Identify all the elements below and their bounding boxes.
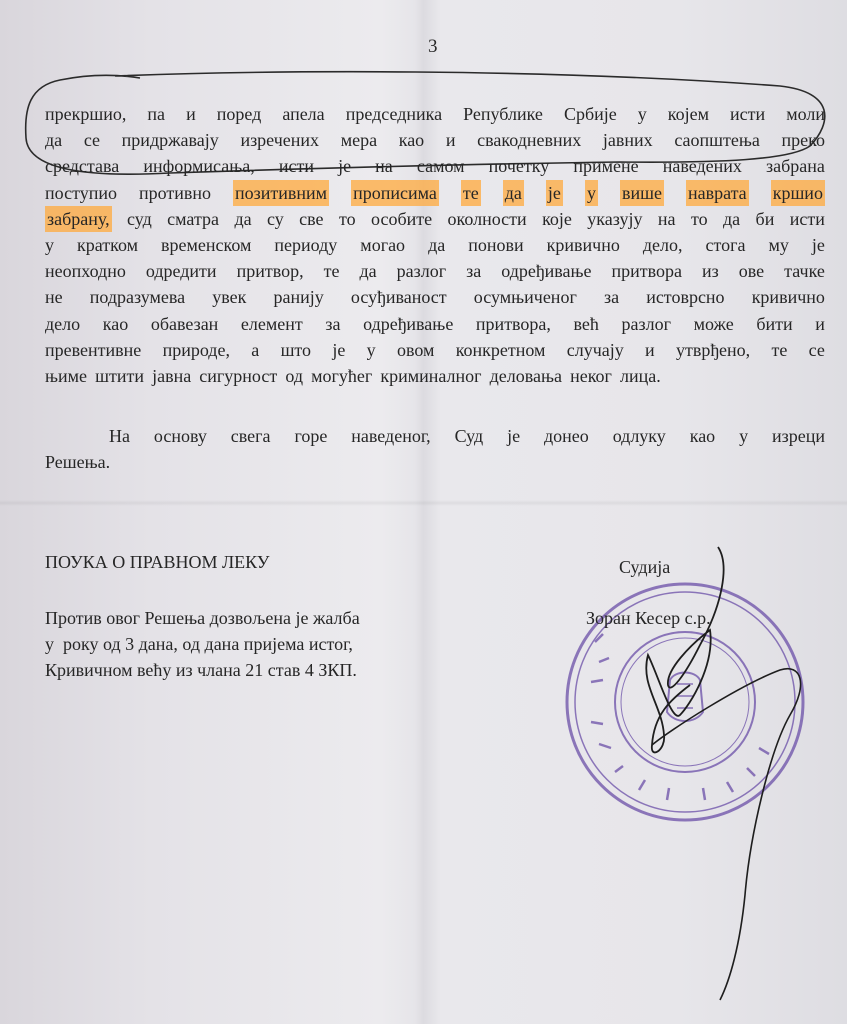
word: све [299,208,324,229]
word: ранију [273,287,324,308]
word: у [739,426,749,446]
word: могућег [311,365,373,386]
word: да [428,234,446,255]
word: као [102,313,129,334]
word: наврата [686,180,749,206]
conclusion-line-2: Решења. [45,452,111,472]
word: утврђено, [675,339,751,360]
word: одредити [145,261,217,282]
word: кратком [77,234,139,255]
word: сигурност [199,365,278,386]
word: притвор, [236,261,304,282]
word: се [808,339,825,360]
word: исти [789,208,825,229]
word: је [811,234,825,255]
word: позитивним [233,180,329,206]
word: указују [587,208,643,229]
word: стога [705,234,746,255]
word: на [375,156,393,177]
word: саопштења [674,130,760,151]
word: средстава [45,156,120,177]
word: поред [216,104,262,124]
word: наведеног, [351,426,431,446]
word: исти [730,104,766,124]
word: овом [396,339,435,360]
word: кривично [751,287,825,308]
word: информисања, [143,156,255,177]
reasoning-paragraph [45,101,825,389]
judge-title: Судија [619,557,671,577]
word: суд [126,208,152,229]
paragraph-line [45,363,825,389]
word: председника [345,104,443,124]
word: то [690,208,708,229]
word: што [280,339,312,360]
paragraph-line [45,337,825,363]
paragraph-line [45,284,825,310]
word: притвора, [475,313,551,334]
word: да [722,208,741,229]
word: свакодневних [477,130,582,151]
word: горе [294,426,328,446]
word: да [45,130,63,151]
word: забрана [766,156,825,177]
word: наведених [662,156,742,177]
legal-remedy-text [45,605,360,683]
word: притвора [611,261,682,282]
word: и [445,130,456,151]
word: Суд [454,426,484,446]
word: као [398,130,425,151]
word: су [267,208,284,229]
word: свега [230,426,271,446]
paragraph-line [45,101,825,127]
word: противно [138,182,212,203]
word: штити [95,365,144,386]
word: самом [416,156,465,177]
word: поступио [45,182,117,203]
word: и [645,339,655,360]
word: те [771,339,788,360]
word: бити [756,313,793,334]
legal-remedy-line-1: Против овог Решења дозвољена је жалба [45,608,360,628]
word: осуђиваност [350,287,447,308]
word: криминалног [380,365,482,386]
word: могао [360,234,406,255]
word: те [323,261,340,282]
word: преко [781,130,825,151]
judge-name: Зоран Кесер с.р. [586,608,711,628]
word: већ [573,313,599,334]
paper-fold [0,500,847,506]
word: неопходно [45,261,126,282]
word: на [657,208,676,229]
word: лица. [620,365,661,386]
word: истоврсно [646,287,725,308]
word: да [359,261,377,282]
word: за [325,313,341,334]
word: одређивање [363,313,454,334]
word: донео [544,426,589,446]
paragraph-line [45,153,825,179]
word: дело [45,313,81,334]
word: прописима [351,180,439,206]
word: више [620,180,664,206]
legal-remedy-heading: ПОУКА О ПРАВНОМ ЛЕКУ [45,552,270,572]
word: увек [212,287,247,308]
word: апела [282,104,325,124]
word: околности [447,208,527,229]
word: прекршио, [45,104,127,124]
word: а [251,339,260,360]
word: Републике [463,104,543,124]
paragraph-line [45,127,825,153]
word: конкретном [455,339,546,360]
conclusion-line-1 [45,423,825,449]
word: понови [468,234,524,255]
word: основу [153,426,207,446]
word: периоду [274,234,338,255]
word: па [147,104,166,124]
word: изречених [240,130,320,151]
word: дело, [642,234,683,255]
word: осумњиченог [473,287,577,308]
word: из [702,261,719,282]
legal-remedy-line-3: Кривичном већу из члана 21 став 4 ЗКП. [45,660,357,680]
handwritten-signature [540,535,840,1015]
word: му [768,234,789,255]
paragraph-line [45,258,825,284]
paragraph-line [45,206,825,232]
word: изреци [772,426,825,446]
word: почетку [488,156,550,177]
word: и [186,104,196,124]
word: од [285,365,303,386]
word: подразумева [89,287,186,308]
word: На [109,426,130,446]
word: тачке [784,261,825,282]
word: временском [161,234,252,255]
word: ове [738,261,765,282]
word: особите [371,208,433,229]
word: кривично [546,234,620,255]
word: мера [340,130,378,151]
word: да [503,180,524,206]
word: може [693,313,734,334]
word: би [755,208,775,229]
word: јавних [602,130,653,151]
word: примене [573,156,639,177]
word: исти [278,156,314,177]
word: разлог [396,261,447,282]
word: њиме [45,365,88,386]
word: се [83,130,101,151]
paragraph-line [45,311,825,337]
word: сматра [167,208,220,229]
word: разлог [621,313,671,334]
word: да [234,208,252,229]
word: обавезан [150,313,219,334]
word: забрану, [45,206,112,232]
word: те [461,180,481,206]
word: је [546,180,563,206]
word: случају [566,339,624,360]
word: природе, [162,339,230,360]
word: је [332,339,346,360]
word: придржавају [121,130,219,151]
word: које [542,208,572,229]
word: моли [786,104,825,124]
legal-remedy-line-2: у року од 3 дана, од дана пријема истог, [45,634,353,654]
word: у [637,104,647,124]
word: не [45,287,63,308]
paragraph-line [45,232,825,258]
word: као [689,426,716,446]
word: неког [570,365,612,386]
word: одлуку [612,426,666,446]
word: је [338,156,352,177]
word: и [815,313,825,334]
word: елемент [240,313,303,334]
word: деловања [489,365,562,386]
word: јавна [152,365,192,386]
word: је [507,426,521,446]
word: превентивне [45,339,142,360]
word: којем [667,104,710,124]
page-number: 3 [428,36,438,57]
word: то [338,208,356,229]
word: Србије [563,104,617,124]
word: у [45,234,54,255]
word: у [585,180,598,206]
word: за [603,287,620,308]
word: одређивање [501,261,592,282]
word: кршио [771,180,825,206]
paragraph-line [45,180,825,206]
conclusion-paragraph [45,423,825,475]
word: у [366,339,376,360]
word: за [466,261,482,282]
